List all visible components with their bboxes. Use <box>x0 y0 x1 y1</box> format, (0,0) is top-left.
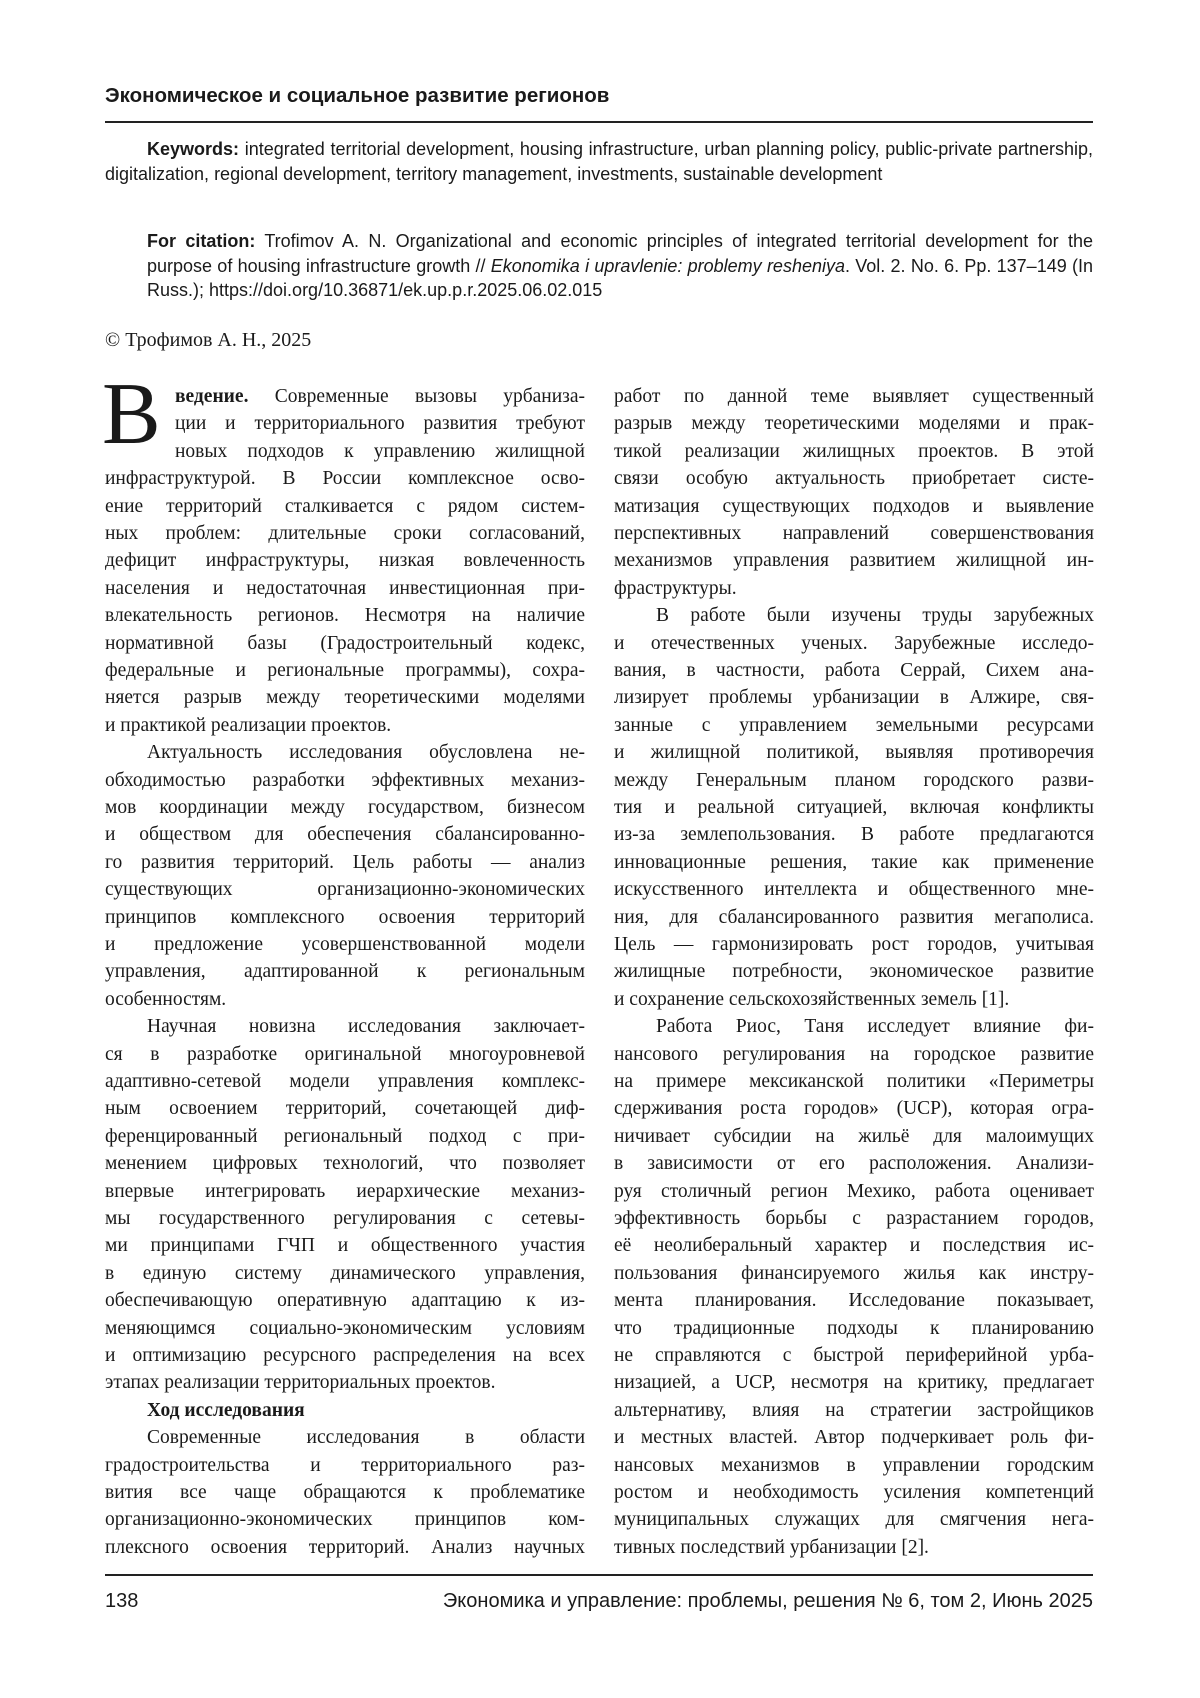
text-line-content: мента планирования. Исследование показывает, <box>614 1290 1094 1311</box>
citation-label: For citation: <box>147 231 255 251</box>
text-line-content: влекательность регионов. Несмотря на наличие <box>105 605 585 626</box>
text-line <box>105 547 585 574</box>
text-line <box>105 794 585 821</box>
text-line <box>105 1095 585 1122</box>
text-line <box>105 1178 585 1205</box>
text-line <box>614 630 1094 657</box>
journal-footer: Экономика и управление: проблемы, решения № 6, том 2, Июнь 2025 <box>443 1590 1093 1613</box>
text-line <box>105 493 585 520</box>
text-line-content: существующих организационно-экономических <box>105 879 585 900</box>
text-line <box>614 712 1094 739</box>
text-line-content: Современные вызовы урбаниза- <box>275 386 585 407</box>
text-line <box>614 547 1094 574</box>
text-line-content: меняющимся социально-экономическим условиям <box>105 1318 585 1339</box>
text-line <box>614 794 1094 821</box>
text-line <box>614 1479 1094 1506</box>
text-line-content: на примере мексиканской политики «Периметры <box>614 1071 1094 1092</box>
text-line-content: фраструктуры. <box>614 578 737 599</box>
text-line <box>105 1205 585 1232</box>
text-line-content: и жилищной политикой, выявляя противоречия <box>614 742 1094 763</box>
text-line <box>105 1150 585 1177</box>
text-line <box>614 1260 1094 1287</box>
text-line-content: и отечественных ученых. Зарубежные исследо- <box>614 633 1094 654</box>
text-line-content: перспективных направлений совершенствования <box>614 523 1094 544</box>
text-line <box>614 465 1094 492</box>
text-line <box>105 520 585 547</box>
text-line-content: что традиционные подходы к планированию <box>614 1318 1094 1339</box>
text-line-content: пользования финансируемого жилья как инстру- <box>614 1263 1094 1284</box>
text-line <box>105 1534 585 1561</box>
text-line-content: ми принципами ГЧП и общественного участия <box>105 1235 585 1256</box>
text-line <box>614 1232 1094 1259</box>
section-heading <box>105 1397 585 1424</box>
text-line <box>614 1041 1094 1068</box>
citation-journal: Ekonomika i upravlenie: problemy resheniya <box>491 256 845 276</box>
text-line <box>614 1150 1094 1177</box>
text-line <box>105 1506 585 1533</box>
text-line-content: её неолиберальный характер и последствия ис- <box>614 1235 1094 1256</box>
text-line <box>105 602 585 629</box>
text-line-content: тикой реализации жилищных проектов. В этой <box>614 441 1094 462</box>
text-line <box>105 1369 585 1396</box>
text-line <box>614 849 1094 876</box>
copyright: © Трофимов А. Н., 2025 <box>105 329 311 352</box>
text-line <box>614 1095 1094 1122</box>
text-line-content: альтернативу, влияя на стратегии застройщиков <box>614 1400 1094 1421</box>
text-line-content: и практикой реализации проектов. <box>105 715 391 736</box>
text-line-content: менением цифровых технологий, что позволяет <box>105 1153 585 1174</box>
text-line-content: нансового регулирования на городское развитие <box>614 1044 1094 1065</box>
text-line-content: связи особую актуальность приобретает систе- <box>614 468 1094 489</box>
text-line <box>105 465 585 492</box>
text-line-content: механизмов управления развитием жилищной ин- <box>614 550 1094 571</box>
text-line <box>614 876 1094 903</box>
text-line-content: мы государственного регулирования с сетевы- <box>105 1208 585 1229</box>
text-line <box>105 630 585 657</box>
citation-details: . Vol. 2. No. 6. Pp. 137–149 (In Russ.); https://doi.org/10.36871/ek.up.p.r.2025.06.02.015 <box>147 256 1093 301</box>
text-line-content: адаптивно-сетевой модели управления комплекс- <box>105 1071 585 1092</box>
text-line-content: между Генеральным планом городского разви- <box>614 770 1094 791</box>
text-line-content: мов координации между государством, бизнесом <box>105 797 585 818</box>
text-line <box>105 1123 585 1150</box>
text-line <box>105 1452 585 1479</box>
text-line <box>105 438 585 465</box>
text-line-content: работ по данной теме выявляет существенный <box>614 386 1094 407</box>
text-line <box>105 876 585 903</box>
text-line-content: Научная новизна исследования заключает- <box>147 1016 585 1037</box>
keywords-label: Keywords: <box>147 139 239 159</box>
text-line-content: ных проблем: длительные сроки согласований, <box>105 523 585 544</box>
text-line-content: го развития территорий. Цель работы — анализ <box>105 852 585 873</box>
text-line <box>105 739 585 766</box>
text-line-content: матизация существующих подходов и выявление <box>614 496 1094 517</box>
text-line <box>614 931 1094 958</box>
text-line-content: федеральные и региональные программы), сохра- <box>105 660 585 681</box>
text-line-content: ния, для сбалансированного развития мегаполиса. <box>614 907 1094 928</box>
text-line-content: нормативной базы (Градостроительный кодекс, <box>105 633 585 654</box>
text-line-content: ничивает субсидии на жильё для малоимущих <box>614 1126 1094 1147</box>
text-line <box>105 1068 585 1095</box>
citation-text: Trofimov A. N. Organizational and economic principles of integrated territorial development for the purpose of housing infrastructure growth // <box>147 231 1093 276</box>
text-line <box>614 1506 1094 1533</box>
text-line-content: искусственного интеллекта и общественного мне- <box>614 879 1094 900</box>
text-line-content: В работе были изучены труды зарубежных <box>656 605 1094 626</box>
text-line <box>614 904 1094 931</box>
text-line <box>614 1424 1094 1451</box>
text-line-content: Современные исследования в области <box>147 1427 585 1448</box>
text-line-content: низацией, а UCP, несмотря на критику, предлагает <box>614 1372 1094 1393</box>
text-line-content: и оптимизацию ресурсного распределения на всех <box>105 1345 585 1366</box>
text-line <box>614 657 1094 684</box>
text-line-content: тивных последствий урбанизации [2]. <box>614 1537 929 1558</box>
text-line-content: не справляются с быстрой периферийной урба- <box>614 1345 1094 1366</box>
text-line <box>614 1534 1094 1561</box>
header-rule <box>105 121 1093 123</box>
text-line <box>105 931 585 958</box>
text-line-content: лизирует проблемы урбанизации в Алжире, свя- <box>614 687 1094 708</box>
text-line <box>105 1342 585 1369</box>
keywords-text: integrated territorial development, housing infrastructure, urban planning policy, public-private partnership, digitalization, regional development, territory management, investments, sustainable development <box>105 139 1093 184</box>
text-line <box>614 1205 1094 1232</box>
text-line <box>105 1424 585 1451</box>
text-line <box>105 1479 585 1506</box>
text-line <box>614 958 1094 985</box>
text-line-content: обходимостью разработки эффективных механиз- <box>105 770 585 791</box>
citation-block <box>105 229 1093 303</box>
text-line <box>614 1287 1094 1314</box>
text-line <box>614 821 1094 848</box>
text-line-content: нансовых механизмов в управлении городским <box>614 1455 1094 1476</box>
text-line-content: организационно-экономических принципов ком- <box>105 1509 585 1530</box>
text-line <box>614 493 1094 520</box>
text-line <box>105 1232 585 1259</box>
text-line <box>105 410 585 437</box>
text-line-content: тия и реальной ситуацией, включая конфликты <box>614 797 1094 818</box>
text-line <box>105 1287 585 1314</box>
text-line <box>105 383 585 410</box>
text-line-content: населения и недостаточная инвестиционная при- <box>105 578 585 599</box>
text-line <box>614 602 1094 629</box>
text-line-content: разрыв между теоретическими моделями и прак- <box>614 413 1094 434</box>
text-line-content: занные с управлением земельными ресурсами <box>614 715 1094 736</box>
text-line-content: из-за землепользования. В работе предлагаются <box>614 824 1094 845</box>
text-line <box>614 1397 1094 1424</box>
text-line <box>614 575 1094 602</box>
text-line <box>105 767 585 794</box>
text-line <box>105 1041 585 1068</box>
text-line <box>105 1013 585 1040</box>
text-line-content: впервые интегрировать иерархические механиз- <box>105 1181 585 1202</box>
text-line <box>614 1178 1094 1205</box>
text-line <box>614 767 1094 794</box>
text-line-content: Актуальность исследования обусловлена не- <box>147 742 585 763</box>
text-line-content: особенностям. <box>105 989 226 1010</box>
text-line-content: няется разрыв между теоретическими моделями <box>105 687 585 708</box>
text-line <box>614 383 1094 410</box>
text-line-content: и обществом для обеспечения сбалансированно- <box>105 824 585 845</box>
text-line-content: ростом и необходимость усиления компетенций <box>614 1482 1094 1503</box>
text-line-content: управления, адаптированной к региональным <box>105 961 585 982</box>
text-line-content: ции и территориального развития требуют <box>175 413 585 434</box>
text-line <box>614 1013 1094 1040</box>
text-line-content: и предложение усовершенствованной модели <box>105 934 585 955</box>
page-number: 138 <box>105 1590 138 1613</box>
text-line-content: новых подходов к управлению жилищной <box>175 441 585 462</box>
text-line <box>105 1315 585 1342</box>
text-line <box>614 986 1094 1013</box>
text-line-content: градостроительства и территориального раз- <box>105 1455 585 1476</box>
text-line-content: и местных властей. Автор подчеркивает роль фи- <box>614 1427 1094 1448</box>
text-line-content: Цель — гармонизировать рост городов, учитывая <box>614 934 1094 955</box>
text-line-content: обеспечивающую оперативную адаптацию к из- <box>105 1290 585 1311</box>
text-line <box>614 1068 1094 1095</box>
text-line-content: Работа Риос, Таня исследует влияние фи- <box>656 1016 1094 1037</box>
text-line <box>614 1315 1094 1342</box>
text-line-content: вития все чаще обращаются к проблематике <box>105 1482 585 1503</box>
text-line-content: принципов комплексного освоения территорий <box>105 907 585 928</box>
text-line <box>105 684 585 711</box>
text-line-content: и сохранение сельскохозяйственных земель [1]. <box>614 989 1009 1010</box>
text-line <box>614 520 1094 547</box>
text-line-content: руя столичный регион Мехико, работа оценивает <box>614 1181 1094 1202</box>
text-line-content: в единую систему динамического управления, <box>105 1263 585 1284</box>
text-line-content: вания, в частности, работа Серрай, Сихем ана- <box>614 660 1094 681</box>
text-line-content: этапах реализации территориальных проектов. <box>105 1372 496 1393</box>
text-line <box>105 657 585 684</box>
text-line <box>614 739 1094 766</box>
running-head: Экономическое и социальное развитие регионов <box>105 84 609 108</box>
text-line <box>105 958 585 985</box>
text-line <box>614 1452 1094 1479</box>
text-line-content: муниципальных служащих для смягчения нега- <box>614 1509 1094 1530</box>
text-line-content: в зависимости от его расположения. Анализи- <box>614 1153 1094 1174</box>
text-line <box>105 1260 585 1287</box>
text-line-content: ение территорий сталкивается с рядом систем- <box>105 496 585 517</box>
text-line <box>614 438 1094 465</box>
text-line-content: ференцированный региональный подход с при- <box>105 1126 585 1147</box>
text-line-content: ся в разработке оригинальной многоуровневой <box>105 1044 585 1065</box>
text-line-content: Ход исследования <box>147 1400 305 1421</box>
lead-bold: ведение. <box>175 386 248 407</box>
text-line <box>105 849 585 876</box>
text-line-content: инновационные решения, такие как применение <box>614 852 1094 873</box>
text-line <box>105 986 585 1013</box>
text-line <box>105 821 585 848</box>
text-line-content: сдерживания роста городов» (UCP), которая огра- <box>614 1098 1094 1119</box>
text-line-content: инфраструктурой. В России комплексное осво- <box>105 468 585 489</box>
text-line-content: дефицит инфраструктуры, низкая вовлеченность <box>105 550 585 571</box>
text-line <box>614 1369 1094 1396</box>
text-line <box>614 1123 1094 1150</box>
text-line <box>105 904 585 931</box>
text-line-content: плексного освоения территорий. Анализ научных <box>105 1537 585 1558</box>
drop-cap: В <box>102 371 161 459</box>
text-line-content: ным освоением территорий, сочетающей диф- <box>105 1098 585 1119</box>
text-line <box>614 1342 1094 1369</box>
keywords-block <box>105 137 1093 186</box>
text-line <box>105 712 585 739</box>
text-line <box>614 410 1094 437</box>
text-line-content: эффективность борьбы с разрастанием городов, <box>614 1208 1094 1229</box>
text-line <box>614 684 1094 711</box>
text-line-content: жилищные потребности, экономическое развитие <box>614 961 1094 982</box>
footer-rule <box>105 1574 1093 1576</box>
text-line <box>105 575 585 602</box>
